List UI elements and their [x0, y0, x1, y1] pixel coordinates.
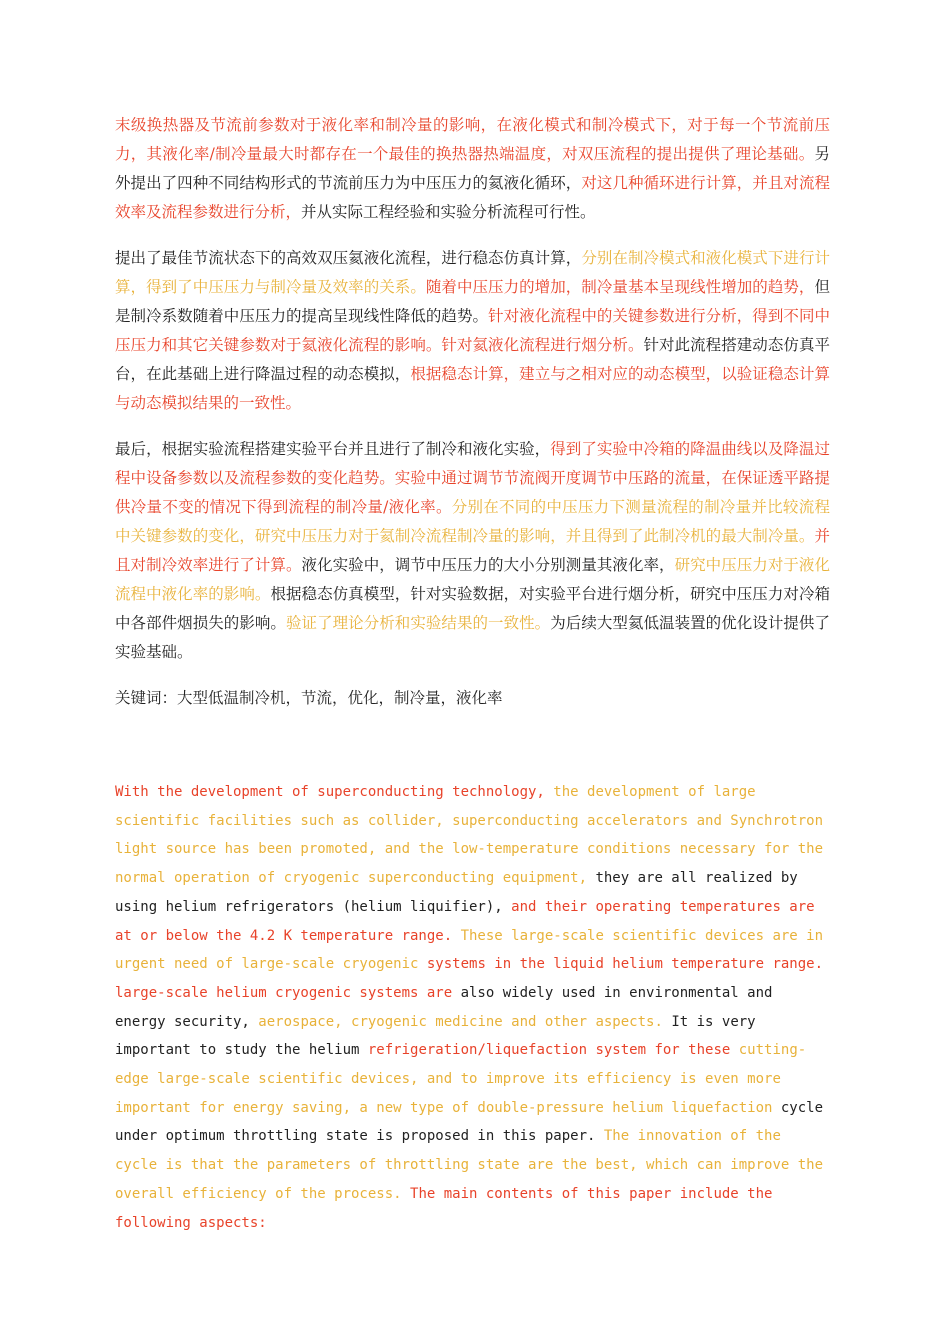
text-segment: 并从实际工程经验和实验分析流程可行性。: [301, 203, 596, 221]
abstract-chinese: [115, 111, 830, 713]
abstract-english: [115, 778, 830, 1237]
text-segment: 根据稳态计算，建立与之相对应的动态模型，以验证稳态计算与动态模拟结果的一致性。: [115, 365, 830, 412]
paragraph-1: [115, 111, 830, 227]
text-segment: 并且对制冷效率进行了计算。: [115, 527, 830, 574]
text-segment: 末级换热器及节流前参数对于液化率和制冷量的影响，在液化模式和制冷模式下，对于每一个节流前压力，其液化率/制冷量最大时都存在一个最佳的换热器热端温度，对双压流程的提出提供了理论基础。: [115, 116, 830, 163]
text-segment: 另外提出了四种不同结构形式的节流前压力为中压压力的氦液化循环，: [115, 145, 830, 192]
text-segment: The main contents of this paper include the following aspects:: [115, 1185, 773, 1231]
keywords: 关键词：大型低温制冷机，节流，优化，制冷量，液化率: [115, 689, 503, 707]
text-segment: 根据稳态仿真模型，针对实验数据，对实验平台进行烟分析，研究中压压力对冷箱中各部件烟损失的影响。: [115, 585, 830, 632]
text-segment: 但是制冷系数随着中压压力的提高呈现线性降低的趋势。: [115, 278, 830, 325]
paragraph-2: [115, 244, 830, 418]
text-segment: These large-scale scientific devices are in urgent need of large-scale cryogenic: [115, 927, 824, 973]
text-segment: 随着中压压力的增加，制冷量基本呈现线性增加的趋势，: [425, 278, 815, 296]
text-segment: and their operating temperatures are at or below the 4.2 K temperature range.: [115, 898, 815, 944]
text-segment: 针对液化流程中的关键参数进行分析，得到不同中压压力和其它关键参数对于氦液化流程的影响。针对氦液化流程进行烟分析。: [115, 307, 830, 354]
text-segment: cutting-edge large-scale scientific devices, and to improve its efficiency is even more important for energy saving, a new type of double-pressure helium liquefaction: [115, 1042, 807, 1116]
text-segment: 液化实验中，调节中压压力的大小分别测量其液化率，: [301, 556, 675, 574]
text-segment: 针对此流程搭建动态仿真平台，在此基础上进行降温过程的动态模拟，: [115, 336, 830, 383]
text-segment: 提出了最佳节流状态下的高效双压氦液化流程，进行稳态仿真计算，: [115, 249, 582, 267]
text-segment: 得到了实验中冷箱的降温曲线以及降温过程中设备参数以及流程参数的变化趋势。实验中通过调节节流阀开度调节中压路的流量，在保证透平路提供冷量不变的情况下得到流程的制冷量/液化率。: [115, 440, 830, 516]
text-segment: refrigeration/liquefaction system for these: [367, 1042, 739, 1059]
paragraph-3: [115, 435, 830, 667]
text-segment: cycle under optimum throttling state is proposed in this paper.: [115, 1099, 824, 1145]
text-segment: 对这几种循环进行计算，并且对流程效率及流程参数进行分析，: [115, 174, 830, 221]
text-segment: With the development of superconducting technology,: [115, 784, 554, 800]
text-segment: 研究中压压力对于液化流程中液化率的影响。: [115, 556, 830, 603]
text-segment: 验证了理论分析和实验结果的一致性。: [285, 614, 551, 632]
text-segment: 分别在不同的中压压力下测量流程的制冷量并比较流程中关键参数的变化，研究中压压力对于氦制冷流程制冷量的影响，并且得到了此制冷机的最大制冷量。: [115, 498, 830, 545]
text-segment: aerospace, cryogenic medicine and other aspects.: [258, 1013, 672, 1030]
text-segment: also widely used in environmental and energy security,: [115, 984, 773, 1030]
text-segment: systems in the liquid helium temperature range. large-scale helium cryogenic systems are: [115, 956, 824, 1001]
text-segment: 为后续大型氦低温装置的优化设计提供了实验基础。: [115, 614, 830, 661]
text-segment: 最后，根据实验流程搭建实验平台并且进行了制冷和液化实验，: [115, 440, 551, 458]
text-segment: It is very important to study the helium: [115, 1013, 756, 1059]
text-segment: 分别在制冷模式和液化模式下进行计算，得到了中压压力与制冷量及效率的关系。: [115, 249, 830, 296]
text-segment: they are all realized by using helium refrigerators (helium liquifier),: [115, 870, 798, 915]
text-segment: The innovation of the cycle is that the parameters of throttling state are the best, which can improve the overall efficiency of the process.: [115, 1128, 824, 1202]
text-segment: the development of large scientific facilities such as collider, superconducting accelerators and Synchrotron light source has been promoted, and the low-temperature conditions necessary for the normal operation of cryogenic superconducting equipment,: [115, 784, 824, 887]
